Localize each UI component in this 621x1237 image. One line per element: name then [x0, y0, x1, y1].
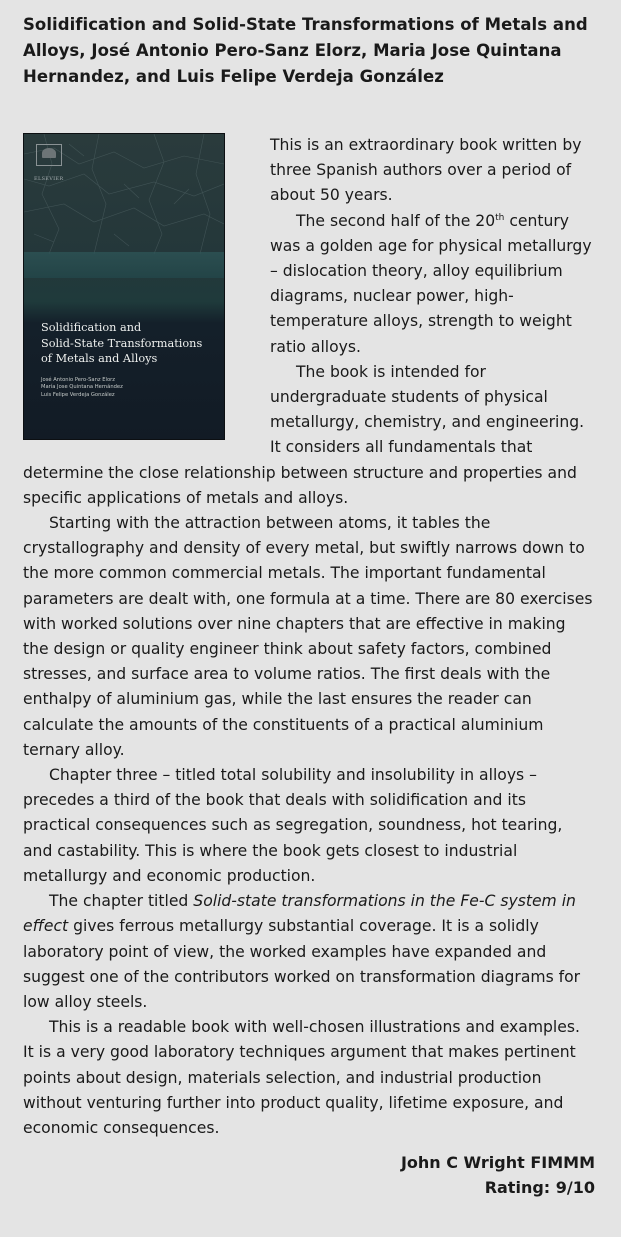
cover-author: José Antonio Pero-Sanz Elorz — [41, 377, 116, 383]
cover-author: Luis Felipe Verdeja González — [41, 391, 115, 398]
paragraph-text: The second half of the 20 — [296, 211, 496, 230]
reviewer-name: John C Wright FIMMM — [400, 1153, 595, 1172]
paragraph-intro: This is an extraordinary book written by three Spanish authors over a period of about 50 years. — [270, 136, 582, 205]
review-body — [23, 133, 595, 1141]
review-title: Solidification and Solid-State Transformations of Metals and Alloys, José Antonio Pero-Sanz Elorz, Maria Jose Quintana Hernandez, and Luis Felipe Verdeja González — [23, 15, 588, 86]
book-cover-image — [23, 133, 225, 440]
paragraph-chapter-three: Chapter three – titled total solubility and insolubility in alloys – precedes a third of the book that deals with solidification and its practical consequences such as segregation, soundness, hot tearing, and castability. This is where the book gets closest to industrial metallurgy and economic production. — [23, 766, 563, 885]
paragraph-audience: The book is intended for undergraduate students of physical metallurgy, chemistry, and engineering. It considers all fundamentals that determine the close relationship between structure and properties and specific applications of metals and alloys. — [23, 362, 585, 507]
ordinal-suffix: th — [495, 212, 505, 223]
review-signature — [401, 1150, 595, 1200]
cover-band — [24, 252, 224, 278]
paragraph-text: gives ferrous metallurgy substantial coverage. It is a solidly laboratory point of view, the worked examples have expanded and suggest one of the contributors worked on transformation diagrams for low alloy steels. — [23, 917, 581, 1011]
cover-authors — [41, 377, 221, 399]
paragraph-conclusion: This is a readable book with well-chosen illustrations and examples. It is a very good laboratory techniques argument that makes pertinent points about design, materials selection, and industrial production without venturing further into product quality, lifetime exposure, and economic consequences. — [23, 1018, 580, 1137]
publisher-name: ELSEVIER — [34, 176, 64, 182]
paragraph-content: Starting with the attraction between atoms, it tables the crystallography and density of every metal, but swiftly narrows down to the more common commercial metals. The important fundamental parameters are dealt with, one formula at a time. There are 80 exercises with worked solutions over nine chapters that are effective in making the design or quality engineer think about safety factors, combined stresses, and surface area to volume ratios. The first deals with the enthalpy of aluminium gas, while the last ensures the reader can calculate the amounts of the constituents of a practical aluminium ternary alloy. — [23, 514, 593, 759]
publisher-logo-icon — [36, 144, 62, 166]
paragraph-text: The chapter titled — [49, 892, 194, 911]
paragraph-fe-c-chapter — [23, 889, 595, 1015]
cover-title: Solidification and Solid-State Transformations of Metals and Alloys — [41, 321, 203, 365]
cover-author: María Jose Quintana Hernández — [41, 384, 123, 391]
paragraph-text: century was a golden age for physical metallurgy – dislocation theory, alloy equilibrium diagrams, nuclear power, high-temperature alloys, strength to weight ratio alloys. — [270, 211, 592, 356]
chapter-title: Solid-state transformations in the Fe-C system in effect — [23, 892, 576, 936]
review-rating: Rating: 9/10 — [484, 1178, 595, 1197]
